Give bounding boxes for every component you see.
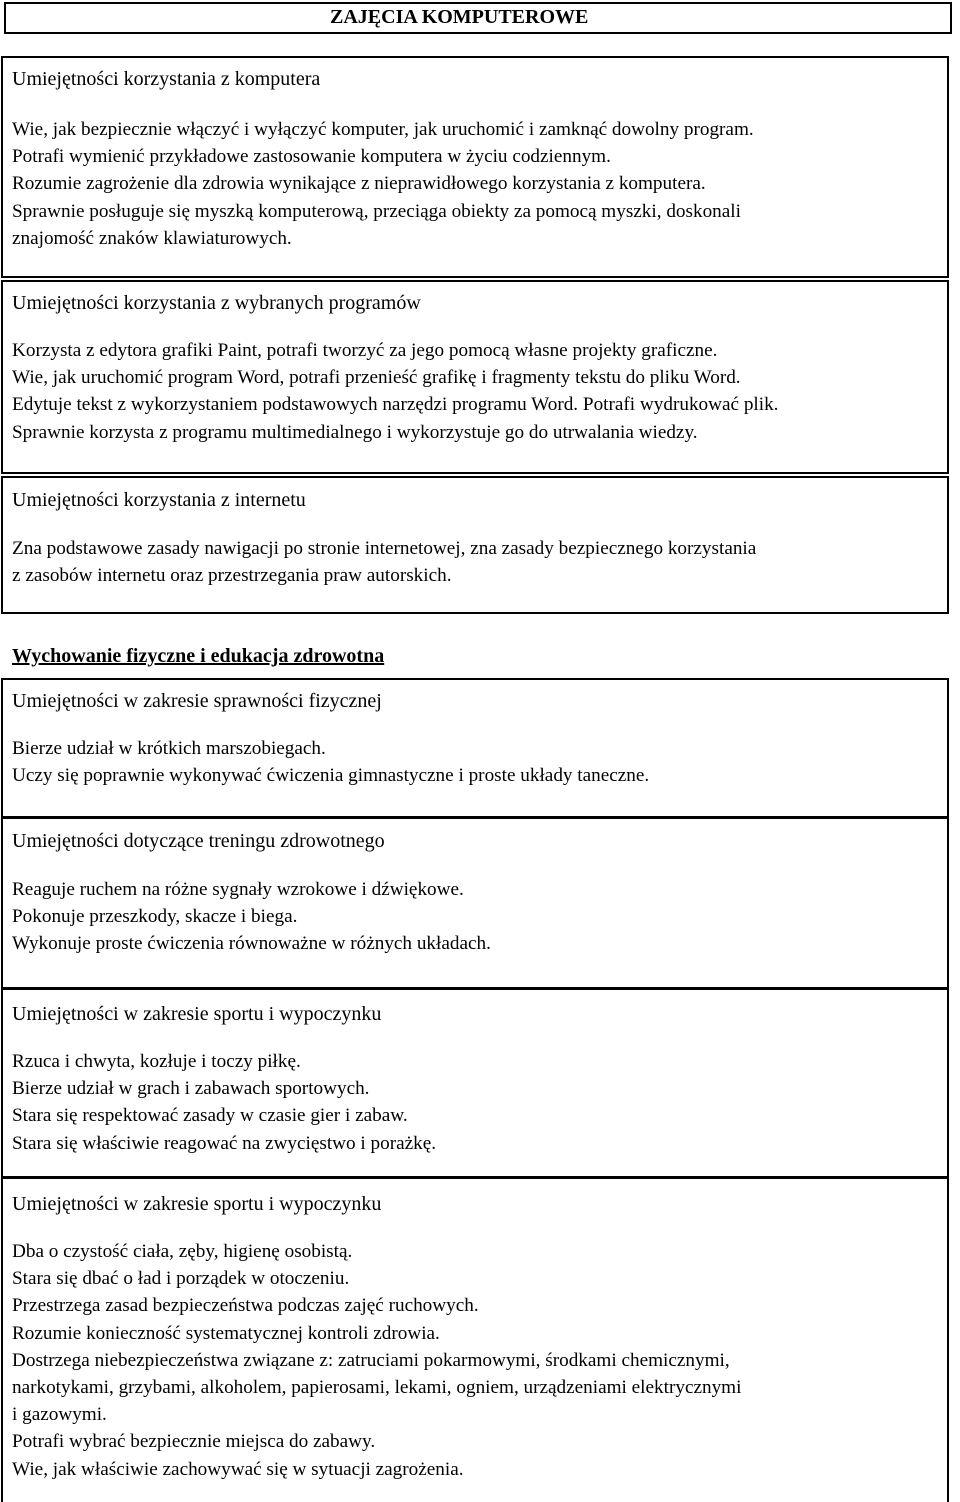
list-item: Przestrzega zasad bezpieczeństwa podczas zajęć ruchowych. — [12, 1295, 479, 1317]
section-body-health-training — [12, 876, 491, 958]
section-body-sport-2 — [12, 1238, 741, 1483]
section-heading-internet: Umiejętności korzystania z internetu — [12, 489, 306, 511]
section-body-sport-1 — [12, 1048, 436, 1157]
section-body-fitness — [12, 735, 649, 789]
list-item: i gazowymi. — [12, 1404, 107, 1426]
list-item: Edytuje tekst z wykorzystaniem podstawowych narzędzi programu Word. Potrafi wydrukować plik. — [12, 394, 779, 416]
pe-section-title: Wychowanie fizyczne i edukacja zdrowotna — [12, 645, 385, 667]
list-item: narkotykami, grzybami, alkoholem, papierosami, lekami, ogniem, urządzeniami elektrycznymi — [12, 1376, 742, 1398]
list-item: znajomość znaków klawiaturowych. — [12, 227, 292, 249]
list-item: Wie, jak właściwie zachowywać się w sytuacji zagrożenia. — [12, 1458, 464, 1480]
list-item: Potrafi wymienić przykładowe zastosowanie komputera w życiu codziennym. — [12, 146, 611, 168]
list-item: Rozumie zagrożenie dla zdrowia wynikające z nieprawidłowego korzystania z komputera. — [12, 173, 706, 195]
list-item: Stara się dbać o ład i porządek w otoczeniu. — [12, 1268, 350, 1290]
list-item: Rzuca i chwyta, kozłuje i toczy piłkę. — [12, 1051, 301, 1072]
list-item: Pokonuje przeszkody, skacze i biega. — [12, 906, 298, 928]
section-body-computer-use — [12, 116, 754, 252]
section-heading-fitness: Umiejętności w zakresie sprawności fizycznej — [12, 690, 382, 712]
list-item: Bierze udział w krótkich marszobiegach. — [12, 738, 326, 759]
list-item: z zasobów internetu oraz przestrzegania praw autorskich. — [12, 565, 452, 587]
section-body-programs — [12, 337, 778, 446]
list-item: Rozumie konieczność systematycznej kontroli zdrowia. — [12, 1322, 440, 1344]
list-item: Bierze udział w grach i zabawach sportowych. — [12, 1078, 370, 1100]
section-heading-sport-1: Umiejętności w zakresie sportu i wypoczynku — [12, 1003, 382, 1025]
list-item: Zna podstawowe zasady nawigacji po stronie internetowej, zna zasady bezpiecznego korzystania — [12, 538, 757, 559]
section-heading-sport-2: Umiejętności w zakresie sportu i wypoczynku — [12, 1193, 382, 1215]
list-item: Reaguje ruchem na różne sygnały wzrokowe i dźwiękowe. — [12, 879, 464, 900]
list-item: Stara się respektować zasady w czasie gier i zabaw. — [12, 1105, 408, 1127]
section-heading-programs: Umiejętności korzystania z wybranych programów — [12, 292, 421, 314]
list-item: Stara się właściwie reagować na zwycięstwo i porażkę. — [12, 1132, 437, 1154]
list-item: Korzysta z edytora grafiki Paint, potrafi tworzyć za jego pomocą własne projekty graficzne. — [12, 340, 718, 361]
list-item: Uczy się poprawnie wykonywać ćwiczenia gimnastyczne i proste układy taneczne. — [12, 765, 650, 787]
list-item: Wie, jak uruchomić program Word, potrafi przenieść grafikę i fragmenty tekstu do pliku Word. — [12, 367, 741, 389]
list-item: Wykonuje proste ćwiczenia równoważne w różnych układach. — [12, 933, 491, 955]
list-item: Wie, jak bezpiecznie włączyć i wyłączyć komputer, jak uruchomić i zamknąć dowolny program. — [12, 119, 754, 140]
list-item: Sprawnie korzysta z programu multimedialnego i wykorzystuje go do utrwalania wiedzy. — [12, 421, 698, 443]
page-title: ZAJĘCIA KOMPUTEROWE — [330, 6, 589, 28]
list-item: Dba o czystość ciała, zęby, higienę osobistą. — [12, 1241, 353, 1262]
section-heading-computer-use: Umiejętności korzystania z komputera — [12, 68, 321, 90]
list-item: Dostrzega niebezpieczeństwa związane z: zatruciami pokarmowymi, środkami chemicznymi, — [12, 1349, 730, 1371]
list-item: Potrafi wybrać bezpiecznie miejsca do zabawy. — [12, 1431, 376, 1453]
section-heading-health-training: Umiejętności dotyczące treningu zdrowotnego — [12, 830, 385, 852]
list-item: Sprawnie posługuje się myszką komputerową, przeciąga obiekty za pomocą myszki, doskonali — [12, 200, 741, 222]
section-body-internet — [12, 535, 756, 589]
